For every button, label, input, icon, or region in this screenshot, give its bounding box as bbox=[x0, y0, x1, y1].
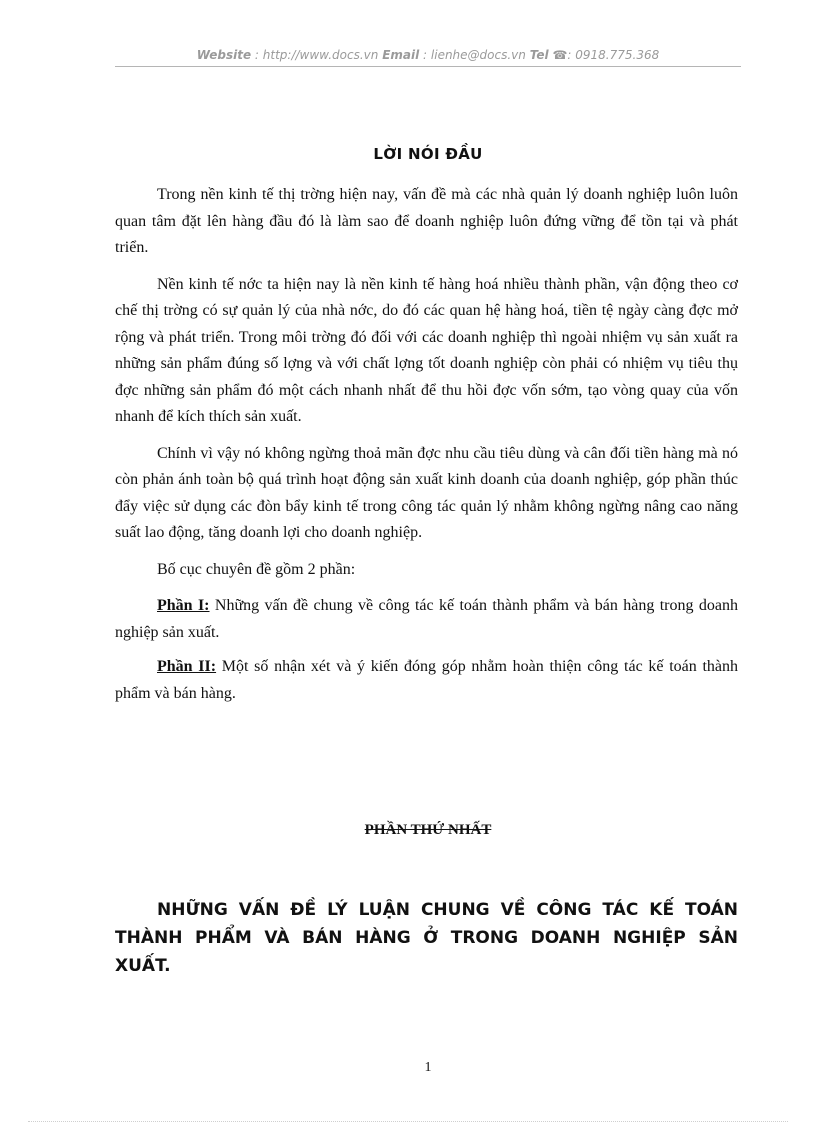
part-2-paragraph bbox=[115, 654, 738, 707]
page-number: 1 bbox=[424, 1060, 432, 1075]
tel-label: Tel bbox=[529, 48, 549, 62]
website-value: : http://www.docs.vn bbox=[254, 48, 379, 62]
paragraph-3: Chính vì vậy nó không ngừng thoả mãn đợc nhu cầu tiêu dùng và cân đối tiền hàng mà nó còn phản ánh toàn bộ quá trình hoạt động sản xuất kinh doanh của doanh nghiệp, góp phần thúc đẩy việc sử dụng các đòn bẩy kinh tế trong công tác quản lý nhằm không ngừng nâng cao năng suất lao động, tăng doanh lợi cho doanh nghiệp. bbox=[115, 444, 738, 541]
tel-value: : 0918.775.368 bbox=[567, 48, 660, 62]
section-heading: PHẦN THỨ NHẤT bbox=[364, 822, 492, 838]
page-header bbox=[115, 48, 741, 62]
part-1-paragraph bbox=[115, 593, 738, 646]
header-divider bbox=[115, 66, 741, 67]
footer-divider bbox=[28, 1121, 788, 1122]
paragraph-4: Bố cục chuyên đề gồm 2 phần: bbox=[157, 560, 356, 578]
part-1-label: Phần I: bbox=[157, 597, 210, 614]
chapter-title: NHỮNG VẤN ĐỀ LÝ LUẬN CHUNG VỀ CÔNG TÁC KẾ TOÁN THÀNH PHẨM VÀ BÁN HÀNG Ở TRONG DOANH NGHIỆP SẢN XUẤT. bbox=[115, 900, 738, 976]
paragraph-1: Trong nền kinh tế thị trờng hiện nay, vấn đề mà các nhà quản lý doanh nghiệp luôn luôn quan tâm đặt lên hàng đầu đó là làm sao để doanh nghiệp luôn đứng vững để tồn tại và phát triển. bbox=[115, 186, 738, 256]
phone-icon: ☎ bbox=[552, 48, 568, 62]
part-2-text: Một số nhận xét và ý kiến đóng góp nhằm hoàn thiện công tác kế toán thành phẩm và bán hàng. bbox=[115, 658, 739, 702]
document-body bbox=[115, 182, 738, 715]
part-1-text: Những vấn đề chung về công tác kế toán thành phẩm và bán hàng trong doanh nghiệp sản xuất. bbox=[115, 597, 738, 641]
paragraph-2: Nền kinh tế nớc ta hiện nay là nền kinh tế hàng hoá nhiều thành phần, vận động theo cơ chế thị trờng có sự quản lý của nhà nớc, do đó các quan hệ hàng hoá, tiền tệ ngày càng đợc mở rộng và phát triển. Trong môi trờng đó đối với các doanh nghiệp thì ngoài nhiệm vụ sản xuất ra những sản phẩm đúng số lợng và với chất lợng tốt doanh nghiệp còn phải có nhiệm vụ tiêu thụ đợc những sản phẩm đó một cách nhanh nhất để thu hồi đợc vốn sớm, tạo vòng quay của vốn nhanh để kích thích sản xuất. bbox=[115, 275, 738, 425]
part-2-label: Phần II: bbox=[157, 658, 217, 675]
website-label: Website bbox=[196, 48, 252, 62]
email-value: : lienhe@docs.vn bbox=[423, 48, 526, 62]
document-title: LỜI NÓI ĐẦU bbox=[373, 145, 483, 163]
email-label: Email bbox=[382, 48, 420, 62]
